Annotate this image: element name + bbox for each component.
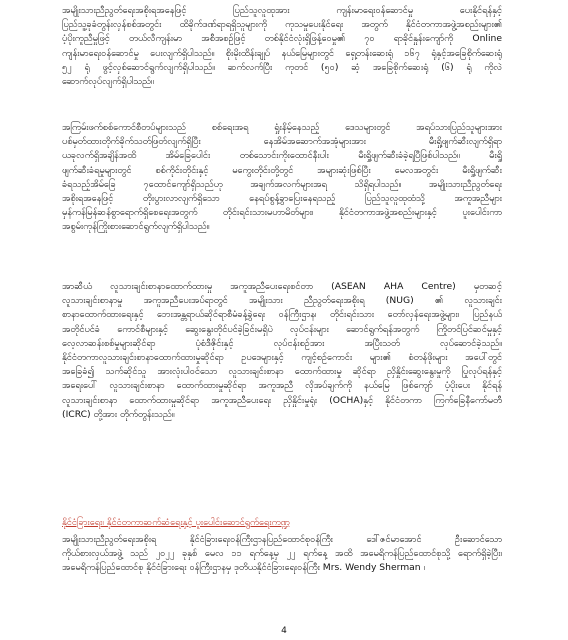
text-line: အခြေခံ၍ သက်ဆိုင်သူ အားလုံးပါဝင်သော လူသားချင်းစာနာ ထောက်ထားမှု ဆိုင်ရာ ညှိနှိုင်းဆွေးနွေးမှုကို ပြုလုပ်ရန်နှင့် [62, 366, 502, 378]
text-line: အစွမ်းကုန်ကြိုးစားဆောင်ရွက်လျက်ရှိပါသည်။ [62, 221, 210, 233]
paragraph-house-burnings [62, 121, 502, 235]
text-line: ၅၂ ရုံ ဖွင့်လှစ်ဆောင်ရွက်လျက်ရှိပါသည်။ ဆက်လက်ပြီး ကုတင် (၅၀) ဆံ့ အခြေစိုက်ဆေးရုံ (၆) ရုံ ကိုလဲ [62, 61, 502, 73]
text-line: အာဆီယံ လူသားချင်းစာနာထောက်ထားမှု အကူအညီပေးရေးစင်တာ (ASEAN AHA Centre) မှတဆင့် [62, 281, 502, 292]
paragraph-foreign-affairs [62, 533, 502, 576]
text-line: ကိုယ်စားလှယ်အဖွဲ့ သည် ၂၀၂၂ ခုနှစ် မေလ ၁၁ ရက်နေ့မှ ၂၂ ရက်နေ့ အထိ အမေရိကန်ပြည်ထောင်စုသို့ ရောက်ရှိခဲ့ပြီး၊ [62, 548, 502, 560]
text-line: လူသားချင်းစာနာ ထောက်ထားမှုဆိုင်ရာ အကူအညီပေးရေး ညှိနှိုင်းမှုရုံး (OCHA)နှင့် နိုင်ငံတကာ ကြက်ခြေနီကော်မတီ [62, 394, 502, 406]
text-line: ဖျက်ဆီးခံရမှုများတွင် စစ်ကိုင်းတိုင်းနှင့် မကွေးတိုင်းတို့တွင် အများဆုံးဖြစ်ပြီး မေလအတွင်း မီးရှို့ဖျက်ဆီး [62, 164, 502, 176]
text-line: မှန်ကန်မြန်ဆန်စွာရောက်ရှိစေရေးအတွက် တိုင်းရင်းသားမဟာမိတ်များ၊ နိုင်ငံတကာအဖွဲ့အစည်းများနှင့် ပူးပေါင်းကာ [62, 207, 502, 219]
paragraph-health-services [62, 4, 502, 89]
page-number: 4 [281, 626, 287, 636]
paragraph-humanitarian-aid [62, 280, 502, 422]
text-line: ပစ်မှတ်ထားတိုက်ခိုက်သတ်ဖြတ်လျက်ရှိပြီး နေအိမ်အဆောက်အအုံများအား မီးရှို့ဖျက်ဆီးလျက်ရှိရာ [62, 136, 502, 148]
text-line: အတိုင်ပင်ခံ ကောင်စီများနှင့် ဆွေးနွေးတိုင်ပင်ခဲ့ခြင်းမရှိပဲ လုပ်ငန်းများ ဆောင်ရွက်ရန်အတွက် ကြိုတင်ပြင်ဆင်မှုနှင့် [62, 323, 502, 335]
text-line: အမျိုးသားညီညွတ်ရေးအစိုးရအနေဖြင့် ပြည်သူလူထုအား ကျန်းမာရေးဝန်ဆောင်မှု ပေးနိုင်ရန်နှင့် [62, 5, 502, 16]
text-line: အရေးပေါ် လူသားချင်းစာနာ ထောက်ထားမှုဆိုင်ရာ အကူအညီ လိုအပ်ချက်ကို နယ်မြေ ဖြစ်ကျော် ပံ့ပိုးပေး နိုင်ရန် [62, 380, 502, 392]
text-line: အမျိုးသားညီညွတ်ရေးအစိုးရ နိုင်ငံခြားရေးဝန်ကြီးဌာနပြည်ထောင်စုဝန်ကြီး ဒေါ်ဇင်မာအောင် ဦးဆောင်သော [62, 534, 502, 545]
text-line: အကြမ်းဖက်စစ်ကောင်စီတပ်များသည် စစ်ရေးအရ ရှုံးနိမ့်နေသည့် ဒေသများတွင် အရပ်သားပြည်သူများအား [62, 122, 502, 133]
text-line: ပံ့ပိုးကူညီမှုဖြင့် တယ်လီကျန်းမာ အစီအစဉ်ဖြင့် တစ်နိုင်ငံလုံးရှိဖြန့်ဝေမှု၏ ၇၀ ရာခိုင်နှုန်းကျော်ကို Online [62, 33, 502, 45]
text-line: ဆောက်လုပ်လျက်ရှိပါသည်။ [62, 76, 154, 88]
text-line: အစိုးရအနေဖြင့် တိုးပွားလာလျက်ရှိသော နေရပ်စွန့်ခွာပြေးနေရသည့် ပြည်သူလူထုထံသို့ အကူအညီများ [62, 193, 502, 205]
text-line: ပြည်သူ့ခုခံတွန်းလှန်စစ်အတွင်း ထိခိုက်ဒဏ်ရာရရှိသူများကို ကုသမှုပေးနိုင်ရေး အတွက် နိုင်ငံတကာအဖွဲ့အစည်းများ၏ [62, 19, 502, 31]
text-line: ခံရသည့်အိမ်ခြေ ၇ထောင်ကျော်ရှိသည်ဟု အချက်အလက်များအရ သိရှိရပါသည်။ အမျိုးသားညီညွတ်ရေး [62, 178, 502, 190]
text-line: အမေရိကန်ပြည်ထောင်စု နိုင်ငံခြားရေး ဝန်ကြီးဌာနမှ ဒုတိယနိုင်ငံခြားရေးဝန်ကြီး Mrs. Wendy Sherman ၊ [62, 562, 426, 574]
text-line: ယခုလက်ရှိအချိန်အထိ အိမ်ခြေပေါင်း တစ်သောင်းကိုးထောင်နီးပါး မီးရှို့ဖျက်ဆီးခံခဲ့ရပြီဖြစ်ပါသည်။ မီးရှို့ [62, 150, 502, 162]
text-line: ကျန်းမာရေးဝန်ဆောင်မှု ပေးလျက်ရှိပါသည်။ စိုးမိုးထိန်းချုပ် နယ်မြေများတွင် ရှေ့တန်းဆေးရုံ ၁၆၇ ရုံနှင့်အခြေစိုက်ဆေးရုံ [62, 47, 502, 59]
text-line: လူသားချင်းစာနာမှု အကူအညီပေးအပ်ရာတွင် အမျိုးသား ညီညွတ်ရေးအစိုးရ (NUG) ၏ လူသားချင်း [62, 295, 502, 307]
text-line: လေ့လာဆန်းစစ်မှုများဆိုင်ရာ ပုံစံဒီဇိုင်းနှင့် လုပ်ငန်းစဉ်အား အပြီးသတ် လုပ်ဆောင်ခဲ့သည်။ [62, 337, 502, 349]
text-line: စာနာထောက်ထားရေးနှင့် ဘေးအန္တရာယ်ဆိုင်ရာစီမံခန့်ခွဲရေး ဝန်ကြီးဌာန၊ တိုင်းရင်းသား တော်လှန်ရေးအဖွဲ့များ၊ ပြည်နယ် [62, 309, 502, 321]
text-line: (ICRC) တို့အား တိုက်တွန်းသည်။ [62, 408, 175, 420]
text-line: နိုင်ငံတကာလူသားချင်းစာနာထောက်ထားမှုဆိုင်ရာ ဥပဒေများနှင့် ကျင့်စဉ်ကောင်း များ၏ စံတန်ဖိုးများ အပေါ်တွင် [62, 352, 502, 364]
section-heading: နိုင်ငံခြားရေး၊ နိုင်ငံတကာဆက်ဆံရေးနှင့် ပူးပေါင်းဆောင်ရွက်ရေးကဏ္ဍ [62, 517, 290, 528]
